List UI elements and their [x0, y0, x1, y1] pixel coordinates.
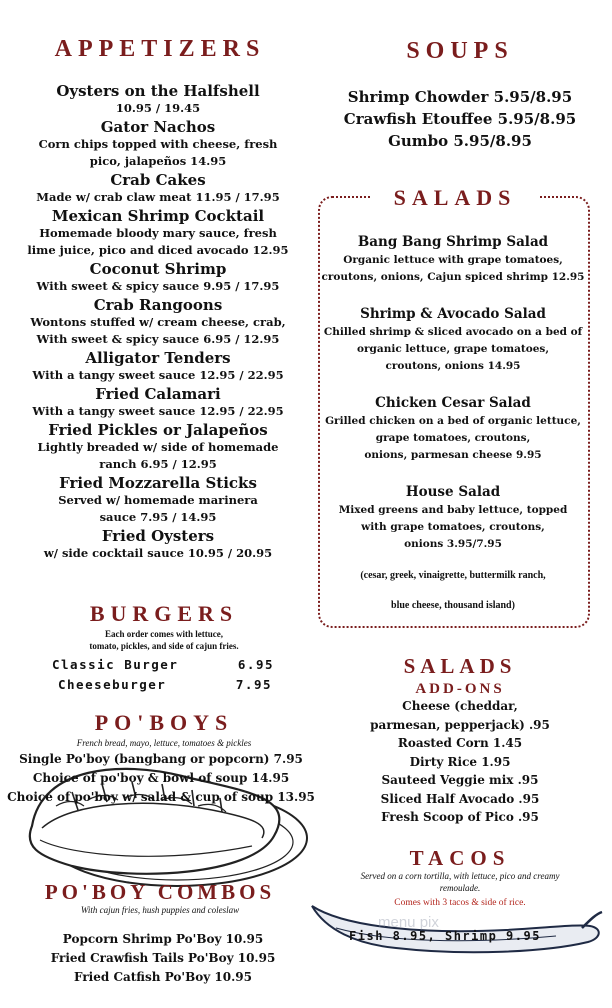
item-desc: With sweet & spicy sauce 6.95 / 12.95 [36, 332, 280, 346]
burger-name: Classic Burger [52, 657, 179, 672]
item-desc: Served w/ homemade marinera [58, 493, 258, 507]
combos-list [8, 930, 318, 987]
item-name: Bang Bang Shrimp Salad [357, 234, 549, 250]
addons-list [320, 697, 600, 827]
item-desc: Corn chips topped with cheese, fresh [38, 137, 278, 151]
item-name: Alligator Tenders [85, 349, 231, 367]
addons-subtitle: ADD-ONS [415, 681, 505, 697]
tacos-title: TACOS [409, 846, 511, 870]
list-item: Dirty Rice 1.95 [409, 754, 511, 769]
salads-list [312, 232, 594, 553]
tacos-note [316, 870, 604, 894]
watermark: menu pix [378, 914, 439, 931]
item-name: Fried Pickles or Jalapeños [48, 421, 268, 439]
addons-title: SALADS [403, 654, 517, 678]
burger-row [58, 677, 272, 692]
item-name: Crab Cakes [110, 171, 206, 189]
item-desc: pico, jalapeños 14.95 [89, 154, 227, 168]
list-item [8, 421, 308, 473]
item-name: Shrimp & Avocado Salad [360, 306, 546, 322]
tacos-note-line: remoulade. [439, 883, 481, 893]
poboys-note: French bread, mayo, lettuce, tomatoes & pickles [76, 738, 252, 748]
burger-price: 7.95 [235, 677, 272, 692]
list-item [8, 385, 308, 420]
item-name: Gator Nachos [100, 118, 216, 136]
item-desc: With a tangy sweet sauce 12.95 / 22.95 [32, 404, 284, 418]
poboys-title: PO'BOYS [94, 710, 234, 735]
list-item [8, 82, 308, 117]
list-item: Fried Catfish Po'Boy 10.95 [74, 970, 252, 984]
tacos-prices: Fish 8.95, Shrimp 9.95 [349, 929, 541, 943]
combos-note: With cajun fries, hush puppies and coleslaw [80, 905, 240, 915]
list-item [8, 207, 308, 259]
appetizers-list [8, 82, 308, 562]
item-name: Chicken Cesar Salad [375, 395, 531, 411]
item-desc: w/ side cocktail sauce 10.95 / 20.95 [43, 546, 273, 560]
list-item: Single Po'boy (bangbang or popcorn) 7.95 [19, 752, 303, 766]
item-desc: onions, parmesan cheese 9.95 [364, 449, 542, 461]
dressings-line: blue cheese, thousand island) [391, 600, 515, 611]
burgers-note-line: Each order comes with lettuce, [104, 629, 224, 639]
item-desc: croutons, onions 14.95 [385, 360, 521, 372]
poboys-list [4, 750, 318, 807]
burgers-note-line: tomato, pickles, and side of cajun fries. [89, 641, 239, 651]
item-desc: lime juice, pico and diced avocado 12.95 [27, 243, 289, 257]
item-desc: onions 3.95/7.95 [404, 538, 502, 550]
list-item: Choice of po'boy w/ salad & cup of soup 13.95 [7, 790, 315, 804]
item-name: Oysters on the Halfshell [56, 82, 260, 100]
item-desc: Mixed greens and baby lettuce, topped [338, 504, 568, 516]
item-name: House Salad [405, 484, 501, 500]
burger-price: 6.95 [237, 657, 274, 672]
list-item [312, 232, 594, 286]
item-desc: Made w/ crab claw meat 11.95 / 17.95 [36, 190, 280, 204]
list-item: Crawfish Etouffee 5.95/8.95 [343, 110, 577, 128]
list-item: Gumbo 5.95/8.95 [388, 132, 532, 150]
list-item [8, 527, 308, 562]
item-desc: Wontons stuffed w/ cream cheese, crab, [30, 315, 286, 329]
list-item: Popcorn Shrimp Po'Boy 10.95 [62, 932, 264, 946]
list-item [8, 171, 308, 206]
salads-title: SALADS [370, 185, 540, 211]
item-desc: Homemade bloody mary sauce, fresh [39, 226, 277, 240]
burgers-title: BURGERS [89, 601, 239, 626]
item-desc: Grilled chicken on a bed of organic lettuce, [325, 415, 581, 427]
list-item: Sliced Half Avocado .95 [380, 791, 540, 806]
combos-title: PO'BOY COMBOS [44, 880, 276, 904]
list-item: Sauteed Veggie mix .95 [381, 773, 539, 787]
item-desc: Organic lettuce with grape tomatoes, [343, 254, 563, 266]
item-name: Fried Calamari [95, 385, 221, 403]
list-item: Roasted Corn 1.45 [397, 736, 523, 750]
item-desc: Lightly breaded w/ side of homemade [37, 440, 279, 454]
list-item [312, 393, 594, 464]
item-desc: Chilled shrimp & sliced avocado on a bed of [323, 326, 583, 338]
list-item: Fresh Scoop of Pico .95 [381, 810, 539, 824]
list-item: Choice of po'boy & bowl of soup 14.95 [32, 771, 290, 785]
list-item [312, 482, 594, 553]
list-item [8, 260, 308, 295]
list-item [8, 474, 308, 526]
item-desc: organic lettuce, grape tomatoes, [357, 343, 549, 355]
item-name: Fried Mozzarella Sticks [59, 474, 257, 492]
soups-title: SOUPS [406, 38, 514, 64]
burger-name: Cheeseburger [58, 677, 167, 692]
item-name: Mexican Shrimp Cocktail [51, 207, 265, 225]
list-item: Fried Crawfish Tails Po'Boy 10.95 [50, 951, 276, 965]
item-name: Coconut Shrimp [89, 260, 227, 278]
item-desc: 10.95 / 19.45 [115, 101, 201, 115]
burger-row [52, 657, 274, 672]
item-name: Fried Oysters [101, 527, 215, 545]
list-item [8, 349, 308, 384]
list-item: parmesan, pepperjack) .95 [370, 717, 550, 732]
list-item [8, 296, 308, 348]
item-desc: With sweet & spicy sauce 9.95 / 17.95 [36, 279, 280, 293]
list-item [312, 304, 594, 375]
tacos-highlight: Comes with 3 tacos & side of rice. [394, 898, 526, 908]
appetizers-title: APPETIZERS [54, 36, 266, 62]
tacos-note-line: Served on a corn tortilla, with lettuce, pico and creamy [360, 871, 560, 881]
burgers-note [14, 628, 314, 652]
item-desc: sauce 7.95 / 14.95 [99, 510, 217, 524]
item-desc: With a tangy sweet sauce 12.95 / 22.95 [32, 368, 284, 382]
list-item: Cheese (cheddar, [402, 699, 518, 713]
soups-list [316, 86, 604, 152]
item-desc: grape tomatoes, croutons, [375, 432, 531, 444]
salad-dressings [318, 570, 588, 611]
list-item: Shrimp Chowder 5.95/8.95 [347, 88, 573, 106]
item-desc: with grape tomatoes, croutons, [361, 521, 545, 533]
item-name: Crab Rangoons [93, 296, 223, 314]
item-desc: croutons, onions, Cajun spiced shrimp 12.95 [321, 271, 585, 283]
dressings-line: (cesar, greek, vinaigrette, buttermilk ranch, [360, 570, 546, 581]
item-desc: ranch 6.95 / 12.95 [99, 457, 217, 471]
list-item [8, 118, 308, 170]
